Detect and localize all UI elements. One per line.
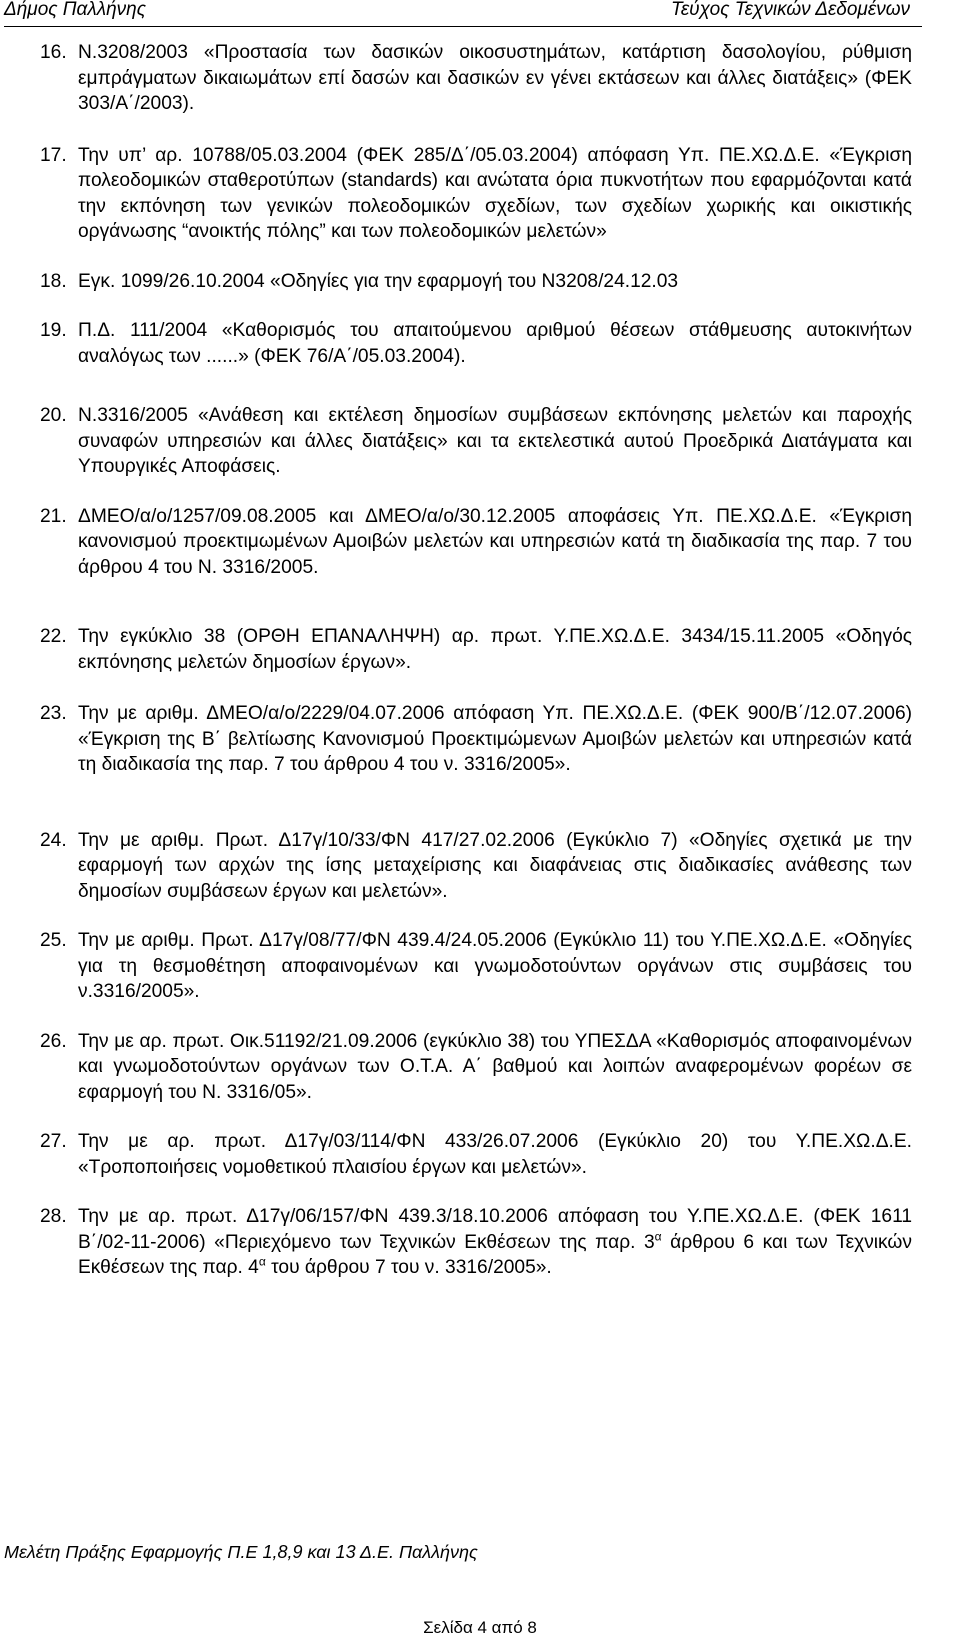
item-text — [78, 1204, 912, 1281]
superscript-alpha: α — [654, 1229, 662, 1244]
item-text: Την εγκύκλιο 38 (ΟΡΘΗ ΕΠΑΝΑΛΗΨΗ) αρ. πρωτ. Υ.ΠΕ.ΧΩ.Δ.Ε. 3434/15.11.2005 «Οδηγός εκπόνησης μελετών δημοσίων έργων». — [78, 626, 912, 673]
list-item-20 — [40, 403, 912, 480]
references-list — [40, 40, 912, 1281]
item-number: 25. — [40, 930, 67, 951]
item-number: 26. — [40, 1030, 67, 1052]
item-number: 18. — [40, 270, 67, 292]
item-text: Π.Δ. 111/2004 «Καθορισμός του απαιτούμενου αριθμού θέσεων στάθμευσης αυτοκινήτων αναλόγως των ......» (ΦΕΚ 76/Α΄/05.03.2004). — [78, 320, 912, 367]
list-item-19 — [40, 318, 912, 369]
item-text: Την υπ’ αρ. 10788/05.03.2004 (ΦΕΚ 285/Δ΄/05.03.2004) απόφαση Υπ. ΠΕ.ΧΩ.Δ.Ε. «Έγκριση πολεοδομικών σταθεροτύπων (standards) και ανώτατα όρια πυκνοτήτων που εφαρμόζονται κατά την εκπόνηση των γενικών πολεοδομικών σχεδίων, των σχεδίων χωρικής και οικιστικής οργάνωσης “ανοικτής πόλης” και των πολεοδομικών μελετών» — [78, 144, 912, 242]
item-number: 22. — [40, 626, 67, 647]
item-number: 20. — [40, 405, 67, 426]
item-text-part: του άρθρου 7 του ν. 3316/2005». — [265, 1257, 552, 1278]
item-number: 23. — [40, 703, 67, 724]
item-text-part: άρθρου 6 και των Τεχνικών Εκθέσεων της παρ. 4 — [78, 1231, 912, 1278]
item-text: Την με αρ. πρωτ. Δ17γ/03/114/ΦΝ 433/26.07.2006 (Εγκύκλιο 20) του Υ.ΠΕ.ΧΩ.Δ.Ε. «Τροποποιήσεις νομοθετικού πλαισίου έργων και μελετών». — [78, 1131, 912, 1178]
item-text: Ν.3208/2003 «Προστασία των δασικών οικοσυστημάτων, κατάρτιση δασολογίου, ρύθμιση εμπράγματων δικαιωμάτων επί δασών και δασικών εν γένει εκτάσεων και άλλες διατάξεις» (ΦΕΚ 303/Α΄/2003). — [78, 42, 912, 114]
list-item-24 — [40, 828, 912, 905]
item-number: 21. — [40, 505, 67, 527]
list-item-27 — [40, 1129, 912, 1180]
header-document-type: Τεύχος Τεχνικών Δεδομένων — [670, 0, 910, 20]
item-text-part: Την με αρ. πρωτ. Δ17γ/06/157/ΦΝ 439.3/18.10.2006 απόφαση του Υ.ΠΕ.ΧΩ.Δ.Ε. (ΦΕΚ 1611 Β΄/02-11-2006) «Περιεχόμενο των Τεχνικών Εκθέσεων της παρ. 3 — [78, 1206, 912, 1253]
list-item-23 — [40, 701, 912, 778]
item-number: 17. — [40, 144, 67, 166]
page-header — [0, 0, 960, 28]
list-item-17 — [40, 143, 912, 245]
header-rule — [4, 26, 922, 27]
item-text: Την με αριθμ. Πρωτ. Δ17γ/10/33/ΦΝ 417/27.02.2006 (Εγκύκλιο 7) «Οδηγίες σχετικά με την εφαρμογή των αρχών της ίσης μεταχείρισης και διαφάνειας στις διαδικασίες ανάθεσης των δημοσίων συμβάσεων έργων και μελετών». — [78, 829, 912, 902]
list-item-18 — [40, 269, 912, 295]
item-text: Εγκ. 1099/26.10.2004 «Οδηγίες για την εφαρμογή του Ν3208/24.12.03 — [78, 270, 679, 292]
item-number: 16. — [40, 42, 67, 63]
list-item-21 — [40, 504, 912, 581]
item-number: 28. — [40, 1206, 67, 1227]
list-item-16 — [40, 40, 912, 117]
list-item-25 — [40, 928, 912, 1005]
footer-study-title: Μελέτη Πράξης Εφαρμογής Π.Ε 1,8,9 και 13 Δ.Ε. Παλλήνης — [4, 1542, 478, 1562]
list-item-26 — [40, 1029, 912, 1106]
item-number: 27. — [40, 1131, 67, 1152]
superscript-alpha: α — [258, 1254, 266, 1269]
item-text: Την με αριθμ. Πρωτ. Δ17γ/08/77/ΦΝ 439.4/24.05.2006 (Εγκύκλιο 11) του Υ.ΠΕ.ΧΩ.Δ.Ε. «Οδηγίες για τη θεσμοθέτηση αποφαινομένων και γνωμοδοτούντων οργάνων στις συμβάσεις του ν.3316/2005». — [78, 930, 912, 1002]
item-text: Την με αρ. πρωτ. Οικ.51192/21.09.2006 (εγκύκλιο 38) του ΥΠΕΣΔΑ «Καθορισμός αποφαινομένων και γνωμοδοτούντων οργάνων των Ο.Τ.Α. Α΄ βαθμού και λοιπών αναφερομένων φορέων σε εφαρμογή του Ν. 3316/05». — [78, 1030, 912, 1103]
header-municipality: Δήμος Παλλήνης — [4, 0, 146, 20]
item-text: Ν.3316/2005 «Ανάθεση και εκτέλεση δημοσίων συμβάσεων εκπόνησης μελετών και παροχής συναφών υπηρεσιών και άλλες διατάξεις» και τα εκτελεστικά αυτού Προεδρικά Διατάγματα και Υπουργικές Αποφάσεις. — [78, 405, 912, 477]
item-text: ΔΜΕΟ/α/ο/1257/09.08.2005 και ΔΜΕΟ/α/ο/30.12.2005 αποφάσεις Υπ. ΠΕ.ΧΩ.Δ.Ε. «Έγκριση κανονισμού προεκτιμωμένων Αμοιβών μελετών και υπηρεσιών κατά τη διαδικασία της παρ. 7 του άρθρου 4 του Ν. 3316/2005. — [78, 505, 912, 578]
list-item-22 — [40, 624, 912, 675]
item-text: Την με αριθμ. ΔΜΕΟ/α/ο/2229/04.07.2006 απόφαση Υπ. ΠΕ.ΧΩ.Δ.Ε. (ΦΕΚ 900/Β΄/12.07.2006) «Έγκριση της Β΄ βελτίωσης Κανονισμού Προεκτιμώμενων Αμοιβών μελετών και υπηρεσιών κατά τη διαδικασία της παρ. 7 του άρθρου 4 του ν. 3316/2005». — [78, 703, 912, 775]
page-number: Σελίδα 4 από 8 — [423, 1618, 537, 1637]
list-item-28 — [40, 1204, 912, 1281]
item-number: 19. — [40, 320, 67, 341]
item-number: 24. — [40, 829, 67, 851]
